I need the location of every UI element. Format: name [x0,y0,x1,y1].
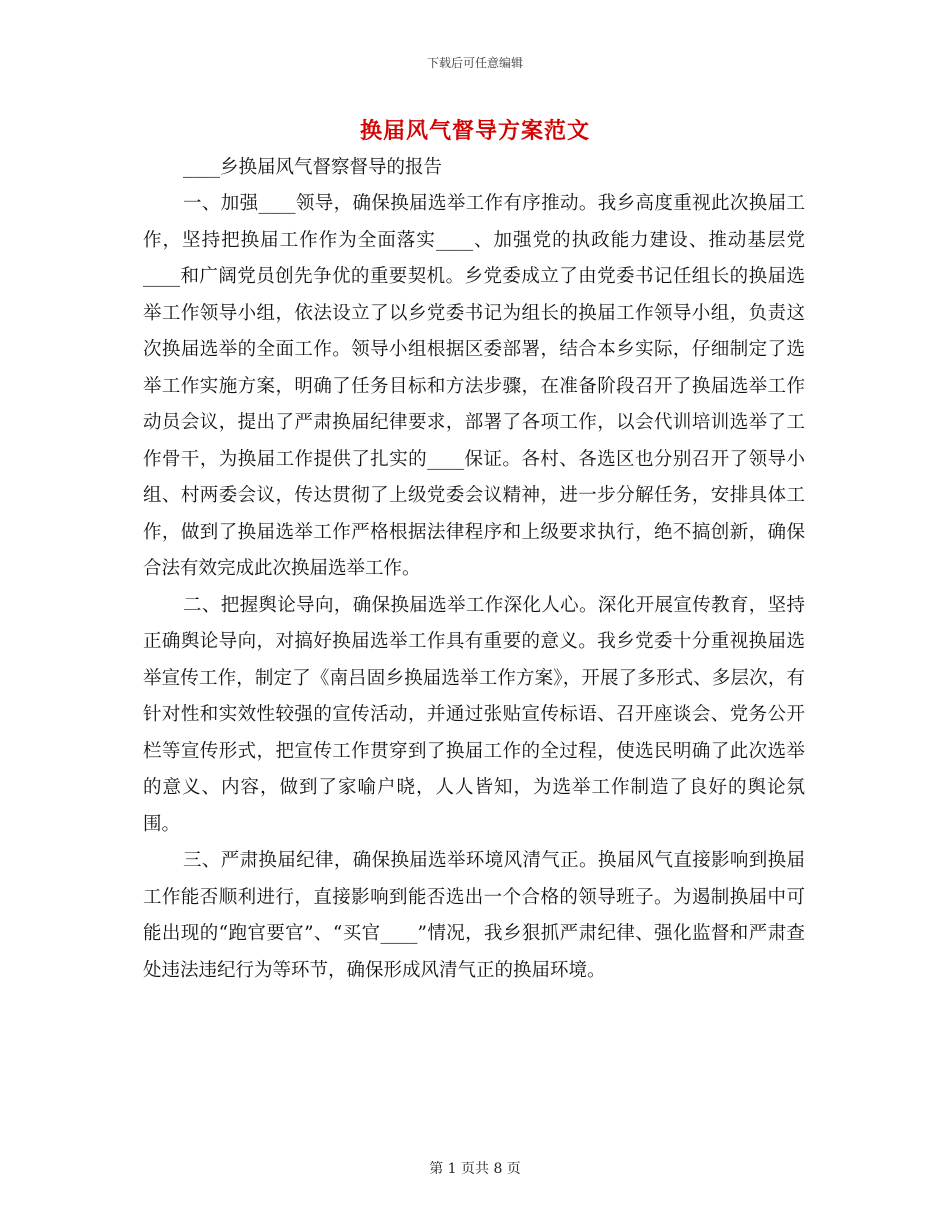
report-subtitle: ____乡换届风气督察督导的报告 [183,157,443,178]
document-body [143,150,805,989]
paragraph-2: 二、把握舆论导向，确保换届选举工作深化人心。深化开展宣传教育，坚持正确舆论导向，对搞好换届选举工作具有重要的意义。我乡党委十分重视换届选举宣传工作，制定了《南吕固乡换届选举工作方案》，开展了多形式、多层次，有针对性和实效性较强的宣传活动，并通过张贴宣传标语、召开座谈会、党务公开栏等宣传形式，把宣传工作贯穿到了换届工作的全过程，使选民明确了此次选举的意义、内容，做到了家喻户晓，人人皆知，为选举工作制造了良好的舆论氛围。 [143,594,805,835]
paragraph-1: 一、加强____领导，确保换届选举工作有序推动。我乡高度重视此次换届工作，坚持把换届工作作为全面落实____、加强党的执政能力建设、推动基层党____和广阔党员创先争优的重要契机。乡党委成立了由党委书记任组长的换届选举工作领导小组，依法设立了以乡党委书记为组长的换届工作领导小组，负责这次换届选举的全面工作。领导小组根据区委部署，结合本乡实际，仔细制定了选举工作实施方案，明确了任务目标和方法步骤，在准备阶段召开了换届选举工作动员会议，提出了严肃换届纪律要求，部署了各项工作，以会代训培训选举了工作骨干，为换届工作提供了扎实的____保证。各村、各选区也分别召开了领导小组、村两委会议，传达贯彻了上级党委会议精神，进一步分解任务，安排具体工作，做到了换届选举工作严格根据法律程序和上级要求执行，绝不搞创新，确保合法有效完成此次换届选举工作。 [143,193,805,579]
document-title: 换届风气督导方案范文 [359,118,590,144]
page-number-footer: 第 1 页共 8 页 [429,1161,521,1177]
page-header-note: 下载后可任意编辑 [426,56,523,70]
paragraph-3: 三、严肃换届纪律，确保换届选举环境风清气正。换届风气直接影响到换届工作能否顺利进行，直接影响到能否选出一个合格的领导班子。为遏制换届中可能出现的“跑官要官”、“买官____”情况，我乡狠抓严肃纪律、强化监督和严肃查处违法违纪行为等环节，确保形成风清气正的换届环境。 [143,850,805,981]
